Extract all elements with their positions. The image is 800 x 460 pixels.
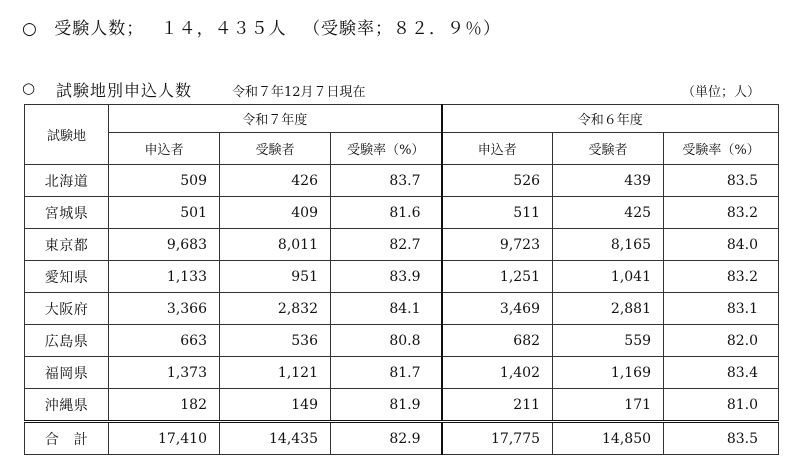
rate-reiwa7: 82.7 xyxy=(331,229,442,261)
summary-bullet: ○ xyxy=(22,19,38,39)
applicants-reiwa6: 211 xyxy=(442,389,553,422)
header-examinees: 受験者 xyxy=(220,133,331,165)
total-rate-reiwa7: 82.9 xyxy=(331,422,442,455)
total-applicants-reiwa7: 17,410 xyxy=(109,422,220,455)
applicants-reiwa7: 1,133 xyxy=(109,261,220,293)
rate-reiwa7: 83.9 xyxy=(331,261,442,293)
table-row xyxy=(25,389,779,422)
site-name: 北海道 xyxy=(25,165,109,197)
applicants-reiwa6: 3,469 xyxy=(442,293,553,325)
examinees-reiwa7: 8,011 xyxy=(220,229,331,261)
rate-reiwa7: 81.6 xyxy=(331,197,442,229)
header-applicants: 申込者 xyxy=(442,133,553,165)
rate-reiwa7: 81.9 xyxy=(331,389,442,422)
table-row xyxy=(25,197,779,229)
rate-reiwa6: 83.2 xyxy=(664,197,779,229)
summary-label: 受験人数； xyxy=(54,19,145,39)
applicants-reiwa7: 1,373 xyxy=(109,357,220,389)
applicants-reiwa7: 509 xyxy=(109,165,220,197)
rate-reiwa6: 83.4 xyxy=(664,357,779,389)
rate-reiwa6: 83.1 xyxy=(664,293,779,325)
applicants-reiwa6: 1,251 xyxy=(442,261,553,293)
examinees-reiwa6: 1,041 xyxy=(553,261,664,293)
examinees-reiwa7: 2,832 xyxy=(220,293,331,325)
total-examinees-reiwa6: 14,850 xyxy=(553,422,664,455)
examinees-reiwa6: 8,165 xyxy=(553,229,664,261)
applicants-reiwa7: 663 xyxy=(109,325,220,357)
header-examinees: 受験者 xyxy=(553,133,664,165)
section-bullet: ○ xyxy=(22,79,36,97)
applicants-reiwa7: 9,683 xyxy=(109,229,220,261)
total-applicants-reiwa6: 17,775 xyxy=(442,422,553,455)
rate-reiwa7: 84.1 xyxy=(331,293,442,325)
rate-reiwa7: 80.8 xyxy=(331,325,442,357)
applicants-table xyxy=(24,104,779,455)
total-label: 合 計 xyxy=(25,422,109,455)
rate-reiwa6: 84.0 xyxy=(664,229,779,261)
summary-rate: （受験率；８２．９％） xyxy=(303,19,502,39)
unit-note: （単位；人） xyxy=(681,85,760,100)
table-row xyxy=(25,229,779,261)
site-name: 東京都 xyxy=(25,229,109,261)
summary-line xyxy=(22,14,511,39)
header-applicants: 申込者 xyxy=(109,133,220,165)
examinees-reiwa6: 425 xyxy=(553,197,664,229)
site-name: 愛知県 xyxy=(25,261,109,293)
site-name: 大阪府 xyxy=(25,293,109,325)
applicants-reiwa7: 501 xyxy=(109,197,220,229)
applicants-reiwa7: 182 xyxy=(109,389,220,422)
examinees-reiwa7: 951 xyxy=(220,261,331,293)
header-group-reiwa6: 令和６年度 xyxy=(442,105,779,133)
table-row xyxy=(25,325,779,357)
examinees-reiwa6: 439 xyxy=(553,165,664,197)
header-rate: 受験率（%） xyxy=(664,133,779,165)
examinees-reiwa6: 171 xyxy=(553,389,664,422)
examinees-reiwa7: 1,121 xyxy=(220,357,331,389)
header-site: 試験地 xyxy=(25,105,109,165)
site-name: 沖縄県 xyxy=(25,389,109,422)
total-examinees-reiwa7: 14,435 xyxy=(220,422,331,455)
applicants-reiwa6: 526 xyxy=(442,165,553,197)
examinees-reiwa6: 2,881 xyxy=(553,293,664,325)
examinees-reiwa6: 1,169 xyxy=(553,357,664,389)
examinees-reiwa6: 559 xyxy=(553,325,664,357)
site-name: 広島県 xyxy=(25,325,109,357)
rate-reiwa7: 83.7 xyxy=(331,165,442,197)
header-group-reiwa7: 令和７年度 xyxy=(109,105,442,133)
applicants-reiwa6: 9,723 xyxy=(442,229,553,261)
rate-reiwa6: 83.5 xyxy=(664,165,779,197)
applicants-reiwa6: 682 xyxy=(442,325,553,357)
header-rate: 受験率（%） xyxy=(331,133,442,165)
site-name: 宮城県 xyxy=(25,197,109,229)
applicants-reiwa7: 3,366 xyxy=(109,293,220,325)
examinees-reiwa7: 426 xyxy=(220,165,331,197)
table-row xyxy=(25,293,779,325)
rate-reiwa6: 82.0 xyxy=(664,325,779,357)
section-header xyxy=(22,80,778,100)
total-row xyxy=(25,422,779,455)
table-row xyxy=(25,261,779,293)
as-of-date: 令和７年12月７日現在 xyxy=(232,85,366,100)
total-rate-reiwa6: 83.5 xyxy=(664,422,779,455)
rate-reiwa7: 81.7 xyxy=(331,357,442,389)
section-title: 試験地別申込人数 xyxy=(56,81,193,100)
applicants-reiwa6: 511 xyxy=(442,197,553,229)
rate-reiwa6: 81.0 xyxy=(664,389,779,422)
examinees-reiwa7: 536 xyxy=(220,325,331,357)
examinees-reiwa7: 409 xyxy=(220,197,331,229)
applicants-reiwa6: 1,402 xyxy=(442,357,553,389)
rate-reiwa6: 83.2 xyxy=(664,261,779,293)
table-row xyxy=(25,357,779,389)
examinees-reiwa7: 149 xyxy=(220,389,331,422)
summary-count: １４，４３５人 xyxy=(160,19,287,39)
table-row xyxy=(25,165,779,197)
site-name: 福岡県 xyxy=(25,357,109,389)
